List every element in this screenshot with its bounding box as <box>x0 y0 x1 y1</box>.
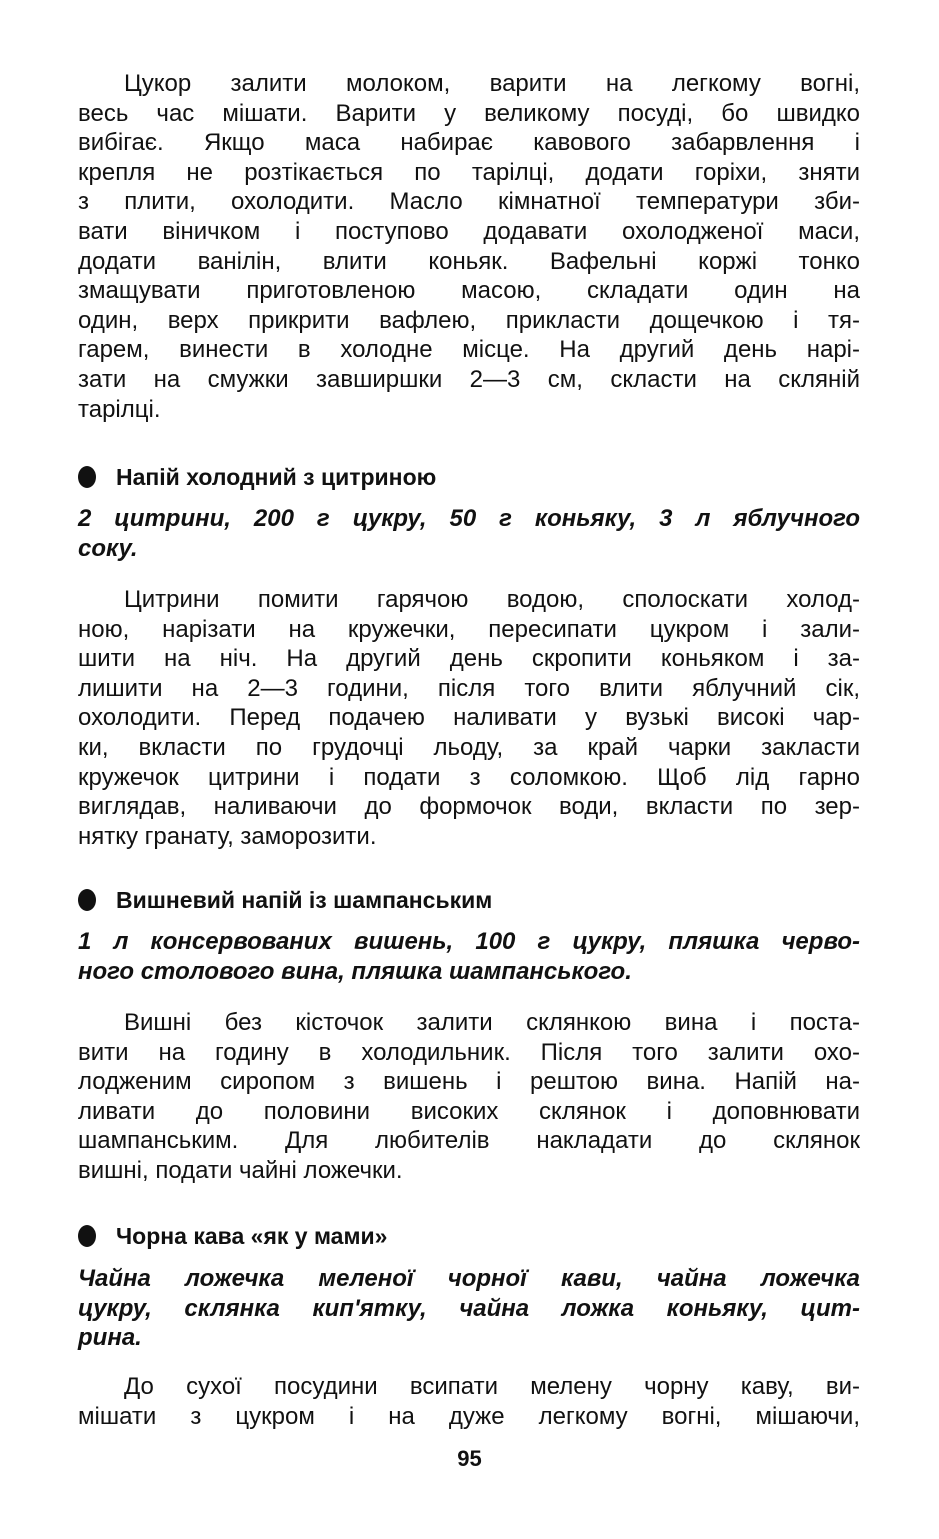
ingredients-line: соку. <box>78 534 138 562</box>
text-line: тарілці. <box>78 395 161 423</box>
text-line: ливати до половини високих склянок і доповнювати <box>78 1097 860 1125</box>
text-line: лишити на 2—3 години, після того влити яблучний сік, <box>78 674 860 702</box>
bullet-icon <box>78 889 96 911</box>
recipe-heading-text: Напій холодний з цитриною <box>116 464 437 490</box>
recipe-heading <box>78 463 436 491</box>
text-line: Цукор залити молоком, варити на легкому вогні, <box>124 70 860 97</box>
text-line: ки, вкласти по грудочці льоду, за край чарки закласти <box>78 734 860 761</box>
ingredients-line: ного столового вина, пляшка шампанського. <box>78 957 632 985</box>
text-line: шампанським. Для любителів накладати до склянок <box>78 1127 860 1155</box>
bullet-icon <box>78 466 96 488</box>
bullet-icon <box>78 1225 96 1247</box>
text-line: Вишні без кісточок залити склянкою вина і поста- <box>124 1009 860 1036</box>
text-line: один, верх прикрити вафлею, прикласти дощечкою і тя- <box>78 306 860 334</box>
text-line: До сухої посудини всипати мелену чорну каву, ви- <box>124 1373 860 1400</box>
text-line: мішати з цукром і на дуже легкому вогні, мішаючи, <box>78 1402 860 1430</box>
recipe-heading-text: Вишневий напій із шампанським <box>116 887 493 913</box>
ingredients-line: 1 л консервованих вишень, 100 г цукру, пляшка черво- <box>78 928 860 955</box>
text-line: ною, нарізати на кружечки, пересипати цукром і зали- <box>78 615 860 643</box>
ingredients-line: цукру, склянка кип'ятку, чайна ложка коньяку, цит- <box>78 1294 860 1322</box>
text-line: крепля не розтікається по тарілці, додати горіхи, зняти <box>78 158 860 186</box>
recipe-heading <box>78 886 492 914</box>
text-line: шити на ніч. На другий день скропити коньяком і за- <box>78 645 860 673</box>
text-line: гарем, винести в холодне місце. На другий день нарі- <box>78 336 860 364</box>
text-line: кружечок цитрини і подати з соломкою. Щоб лід гарно <box>78 763 860 791</box>
text-line: з плити, охолодити. Масло кімнатної температури зби- <box>78 188 860 216</box>
text-line: весь час мішати. Варити у великому посуді, бо швидко <box>78 99 860 127</box>
ingredients-line: 2 цитрини, 200 г цукру, 50 г коньяку, 3 л яблучного <box>78 505 860 532</box>
text-line: охолодити. Перед подачею наливати у вузькі високі чар- <box>78 704 860 732</box>
text-line: лодженим сиропом з вишень і рештою вина. Напій на- <box>78 1068 860 1096</box>
text-line: зати на смужки завширшки 2—3 см, скласти на скляній <box>78 366 860 393</box>
text-line: змащувати приготовленою масою, складати один на <box>78 277 860 305</box>
ingredients-line: рина. <box>78 1324 142 1352</box>
text-line: нятку гранату, заморозити. <box>78 822 377 850</box>
text-line: вибігає. Якщо маса набирає кавового забарвлення і <box>78 129 860 157</box>
text-line: вати віничком і поступово додавати охолодженої маси, <box>78 218 860 245</box>
page-number: 95 <box>457 1446 482 1471</box>
recipe-heading <box>78 1222 387 1250</box>
text-line: вити на годину в холодильник. Після того залити охо- <box>78 1038 860 1066</box>
recipe-heading-text: Чорна кава «як у мами» <box>116 1223 388 1249</box>
ingredients-line: Чайна ложечка меленої чорної кави, чайна ложечка <box>78 1265 860 1292</box>
text-line: Цитрини помити гарячою водою, сполоскати холод- <box>124 586 860 613</box>
text-line: вишні, подати чайні ложечки. <box>78 1157 403 1184</box>
text-line: виглядав, наливаючи до формочок води, вкласти по зер- <box>78 793 860 821</box>
text-line: додати ванілін, влити коньяк. Вафельні коржі тонко <box>78 247 860 275</box>
